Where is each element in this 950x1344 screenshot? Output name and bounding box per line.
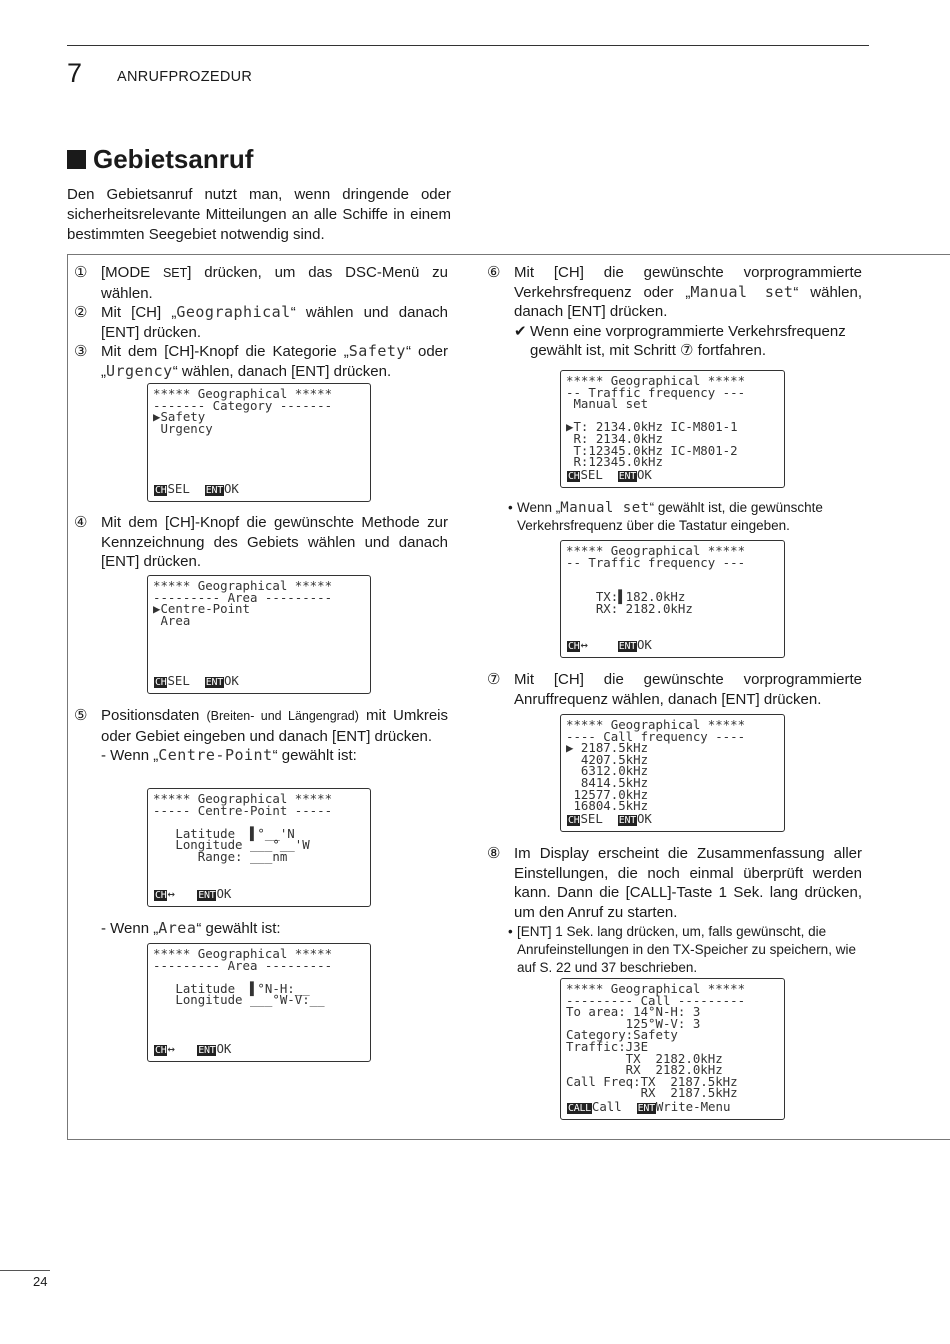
step-5-sub-centre: - Wenn „Centre-Point“ gewählt ist: bbox=[101, 746, 357, 764]
step-6: ⑥ Mit [CH] die gewünschte vorprogrammierte Verkehrsfrequenz oder „Manual set“ wählen, danach [ENT] drücken. bbox=[487, 264, 862, 320]
chapter-title: ANRUFPROZEDUR bbox=[117, 69, 253, 85]
lcd-call-frequency: ***** Geographical ***** ---- Call frequency ---- ▶ 2187.5kHz 4207.5kHz 6312.0kHz 8414.5kHz 12577.0kHz 16804.5kHz CHSEL ENTOK bbox=[560, 714, 785, 832]
step-6-note: • Wenn „Manual set“ gewählt ist, die gewünschte Verkehrsfrequenz über die Tastatur eingeben. bbox=[508, 500, 823, 533]
checkmark-icon: ✔ bbox=[514, 322, 527, 340]
right-column bbox=[487, 263, 862, 361]
step-4: ④ Mit dem [CH]-Knopf die gewünschte Methode zur Kennzeichnung des Gebiets wählen und danach [ENT] drücken. bbox=[74, 514, 448, 570]
intro-paragraph: Den Gebietsanruf nutzt man, wenn dringende oder sicherheitsrelevante Mitteilungen an alle Schiffe in einem bestimmten Seegebiet notwendig sind. bbox=[67, 186, 451, 243]
lcd-area-input: ***** Geographical ***** --------- Area --------- Latitude ▌°N-H:__ Longitude ___°W-V:__ CH↔ ENTOK bbox=[147, 943, 371, 1062]
step-1: ① [MODE SET] drücken, um das DSC-Menü zu wählen. bbox=[74, 264, 448, 302]
left-column bbox=[74, 263, 448, 381]
section-title bbox=[67, 144, 253, 175]
step-2: ② Mit [CH] „Geographical“ wählen und danach [ENT] drücken. bbox=[74, 303, 448, 341]
chapter-number: 7 bbox=[67, 58, 83, 88]
step-8: ⑧ Im Display erscheint die Zusammenfassung aller Einstellungen, die noch einmal überprüft werden kann. Dann die [CALL]-Taste 1 Sek. lang drücken, um den Anruf zu starten. bbox=[487, 845, 862, 921]
section-square-icon bbox=[67, 150, 86, 169]
lcd-summary: ***** Geographical ***** --------- Call --------- To area: 14°N-H: 3 125°W-V: 3 Category:Safety Traffic:J3E TX 2182.0kHz RX 2182.0kHz Call Freq:TX 2187.5kHz RX 2187.5kHz CALLCall ENTWrite-Menu bbox=[560, 978, 785, 1120]
lcd-area-method: ***** Geographical ***** --------- Area --------- ▶Centre-Point Area CHSEL ENTOK bbox=[147, 575, 371, 694]
step-7: ⑦ Mit [CH] die gewünschte vorprogrammierte Anruffrequenz wählen, danach [ENT] drücken. bbox=[487, 671, 862, 708]
step-8-note: • [ENT] 1 Sek. lang drücken, um, falls gewünscht, die Anrufeinstellungen in den TX-Speicher zu speichern, wie auf S. 22 und 37 beschrieben. bbox=[508, 924, 856, 975]
footer-rule bbox=[0, 1270, 50, 1271]
lcd-centre-point: ***** Geographical ***** ----- Centre-Point ----- Latitude ▌°__'N Longitude ___°__'W Range: ___nm CH↔ ENTOK bbox=[147, 788, 371, 907]
step-6-check: ✔ Wenn eine vorprogrammierte Verkehrsfrequenz gewählt ist, mit Schritt ⑦ fortfahren. bbox=[514, 322, 846, 359]
step-3: ③ Mit dem [CH]-Knopf die Kategorie „Safety“ oder „Urgency“ wählen, danach [ENT] drücken. bbox=[74, 342, 449, 380]
lcd-traffic-frequency: ***** Geographical ***** -- Traffic frequency --- Manual set ▶T: 2134.0kHz IC-M801-1 R: 2134.0kHz T:12345.0kHz IC-M801-2 R:12345.0kHz CHSEL ENTOK bbox=[560, 370, 785, 488]
step-5: ⑤ Positionsdaten (Breiten- und Längengrad) mit Umkreis oder Gebiet eingeben und danach [ENT] drücken. bbox=[74, 707, 449, 745]
section-title-text: Gebietsanruf bbox=[93, 144, 254, 174]
lcd-traffic-manual: ***** Geographical ***** -- Traffic frequency --- TX:▌182.0kHz RX: 2182.0kHz CH↔ ENTOK bbox=[560, 540, 785, 658]
lcd-category: ***** Geographical ***** ------- Category ------- ▶Safety Urgency CHSEL ENTOK bbox=[147, 383, 371, 502]
step-5-sub-area: - Wenn „Area“ gewählt ist: bbox=[101, 919, 281, 937]
header-rule bbox=[67, 45, 869, 46]
page-number: 24 bbox=[33, 1274, 48, 1289]
